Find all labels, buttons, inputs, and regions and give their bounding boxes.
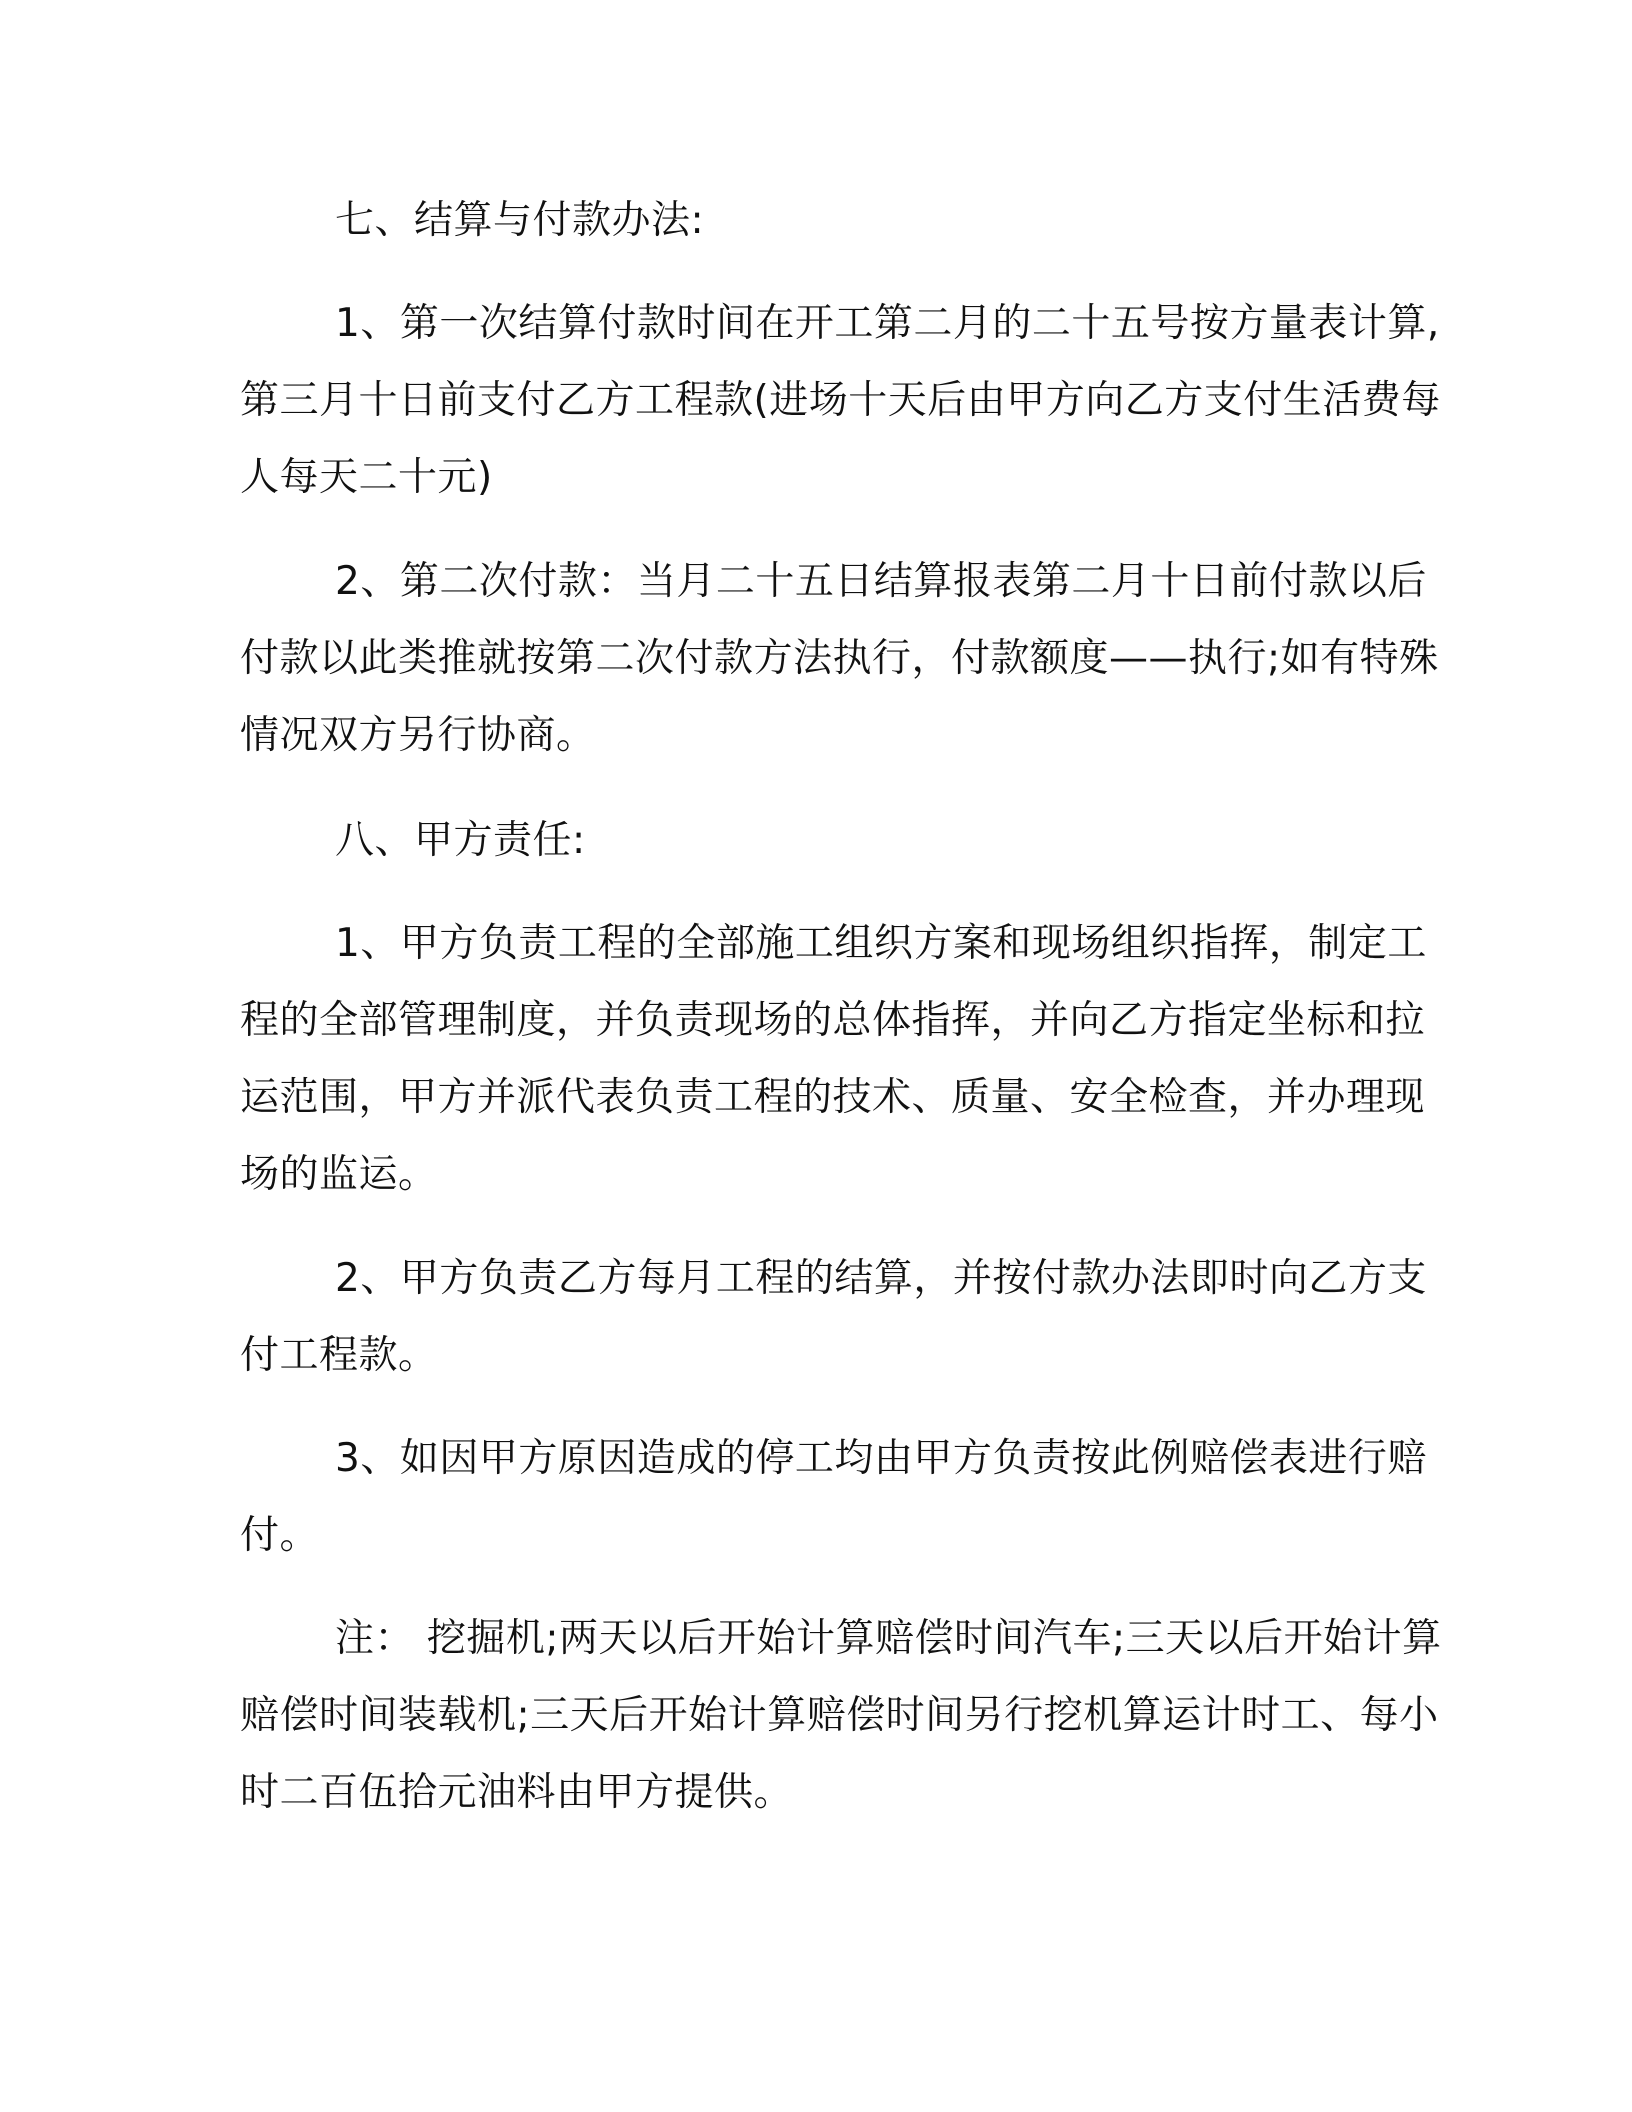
section-8-item-2 [240, 1240, 1427, 1394]
paragraph-line: 付款以此类推就按第二次付款方法执行，付款额度——执行;如有特殊 [240, 636, 1439, 681]
paragraph-line: 1、第一次结算付款时间在开工第二月的二十五号按方量表计算, [335, 301, 1440, 346]
paragraph-line: 注： 挖掘机;两天以后开始计算赔偿时间汽车;三天以后开始计算 [335, 1616, 1442, 1661]
section-8-heading: 八、甲方责任: [335, 818, 586, 863]
paragraph-line: 运范围，甲方并派代表负责工程的技术、质量、安全检查，并办理现 [240, 1075, 1426, 1120]
section-8-item-3 [240, 1420, 1427, 1574]
section-7-item-1 [240, 285, 1441, 516]
paragraph-line: 第三月十日前支付乙方工程款(进场十天后由甲方向乙方支付生活费每 [240, 378, 1441, 423]
section-8-heading-block [240, 802, 1390, 879]
paragraph-line: 场的监运。 [240, 1152, 438, 1197]
section-7-item-2 [240, 543, 1439, 774]
paragraph-line: 3、如因甲方原因造成的停工均由甲方负责按此例赔偿表进行赔 [335, 1436, 1427, 1481]
paragraph-line: 2、甲方负责乙方每月工程的结算，并按付款办法即时向乙方支 [335, 1256, 1427, 1301]
paragraph-line: 情况双方另行协商。 [240, 713, 596, 758]
paragraph-line: 赔偿时间装载机;三天后开始计算赔偿时间另行挖机算运计时工、每小 [240, 1693, 1439, 1738]
paragraph-line: 时二百伍拾元油料由甲方提供。 [240, 1770, 794, 1815]
paragraph-line: 付工程款。 [240, 1333, 438, 1378]
paragraph-line: 1、甲方负责工程的全部施工组织方案和现场组织指挥，制定工 [335, 921, 1427, 966]
paragraph-line: 程的全部管理制度，并负责现场的总体指挥，并向乙方指定坐标和拉 [240, 998, 1426, 1043]
paragraph-line: 2、第二次付款：当月二十五日结算报表第二月十日前付款以后 [335, 559, 1427, 604]
section-7-heading-block [240, 182, 1390, 259]
paragraph-line: 人每天二十元) [240, 455, 493, 500]
section-8-item-1 [240, 905, 1427, 1213]
section-8-note [240, 1600, 1442, 1831]
section-7-heading: 七、结算与付款办法: [335, 198, 705, 243]
paragraph-line: 付。 [240, 1513, 320, 1558]
